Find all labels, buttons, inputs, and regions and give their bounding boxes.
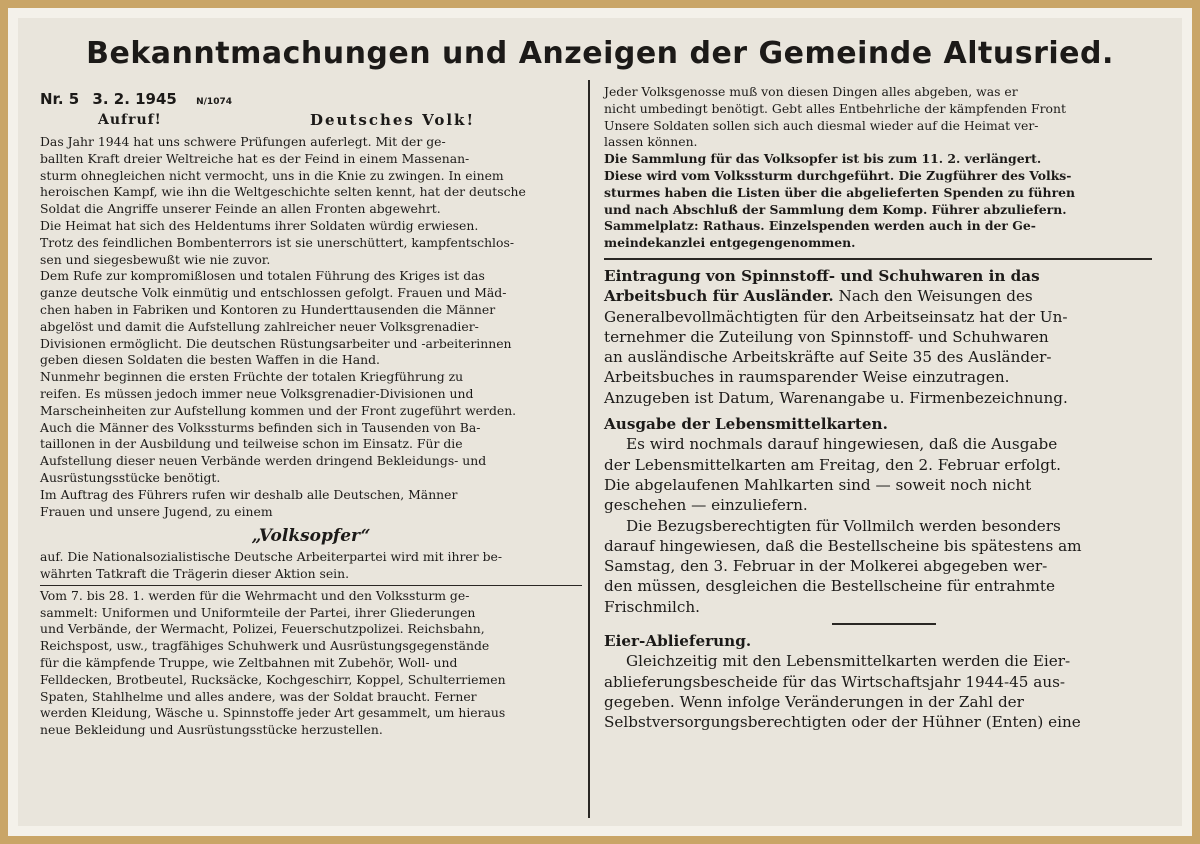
paragraph: Im Auftrag des Führers rufen wir deshalb alle Deutschen, Männer Frauen und unsere Jugend, zu einem	[40, 486, 458, 519]
section-text: Die Bezugsberechtigten für Vollmilch werden besonders darauf hingewiesen, daß die Bestellscheine bis spätestens am Samstag, den 3. Februar in der Molkerei abgegeben wer- den müssen, desgleichen die Bestellscheine für entrahmte Frischmilch.	[604, 516, 1082, 616]
section-text: Nach den Weisungen des Generalbevollmächtigten für den Arbeitseinsatz hat der Un- ternehmer die Zuteilung von Spinnstoff- und Schuhwaren an ausländische Arbeitskräfte auf Seite 35 des Ausländer- Arbeitsbuches in raumsparender Weise einzutragen. Anzugeben ist Datum, Warenangabe u. Firmenbezeichnung.	[604, 287, 1068, 407]
divider	[40, 585, 582, 586]
section-spinnstoff	[604, 266, 1152, 408]
section-title: Ausgabe der Lebensmittelkarten.	[604, 415, 888, 434]
section-text: Es wird nochmals darauf hingewiesen, daß die Ausgabe der Lebensmittelkarten am Freitag, den 2. Februar erfolgt. Die abgelaufenen Mahlkarten sind — soweit noch nicht geschehen — einzuliefern.	[604, 435, 1061, 515]
collection-extension-paragraph: Die Sammlung für das Volksopfer ist bis zum 11. 2. verlängert. Diese wird vom Volkssturm durchgeführt. Die Zugführer des Volks- sturmes haben die Listen über die abgelieferten Spenden zu führen und nach Abschluß der Sammlung dem Komp. Führer abzuliefern.	[604, 151, 1075, 217]
issue-number: Nr. 5	[40, 90, 80, 108]
collection-point-paragraph: Sammelplatz: Rathaus. Einzelspenden werden auch in der Ge- meindekanzlei entgegengenommen.	[604, 218, 1036, 251]
section-title: Eier-Ablieferung.	[604, 632, 752, 651]
paragraph: Die Heimat hat sich des Heldentums ihrer Soldaten würdig erwiesen. Trotz des feindlichen Bombenterrors ist sie unerschüttert, kampfentschlos- sen und siegesbewußt wie nie zuvor.	[40, 217, 515, 267]
section-eier	[604, 631, 1152, 732]
heading-deutsches-volk: Deutsches Volk!	[310, 111, 476, 129]
left-heading-row	[40, 112, 582, 134]
short-divider	[832, 623, 936, 625]
section-text: Gleichzeitig mit den Lebensmittelkarten werden die Eier- ablieferungsbescheide für das Wirtschaftsjahr 1944-45 aus- gegeben. Wenn infolge Veränderungen in der Zahl der Selbstversorgungsberechtigten oder der Hühner (Enten) eine	[604, 652, 1081, 732]
divider	[604, 258, 1152, 260]
issue-line	[40, 90, 232, 108]
left-column	[40, 112, 582, 739]
newspaper-page	[18, 18, 1182, 826]
column-divider	[588, 80, 590, 818]
right-column	[604, 84, 1152, 733]
paragraph: Jeder Volksgenosse muß von diesen Dingen alles abgeben, was er nicht umbedingt benötigt. Gebt alles Entbehrliche der kämpfenden Front Unsere Soldaten sollen sich auch diesmal wieder auf die Heimat ver- lassen können.	[604, 84, 1066, 150]
paragraph: Dem Rufe zur kompromißlosen und totalen Führung des Kriges ist das ganze deutsche Volk einmütig und entschlossen gefolgt. Frauen und Mäd- chen haben in Fabriken und Kontoren zu Hunderttausenden die Männer abgelöst und damit die Aufstellung zahlreicher neuer Volksgrenadier- Divisionen ermöglicht. Die deutschen Rüstungsarbeiter und -arbeiterinnen geben diesen Soldaten die besten Waffen in die Hand.	[40, 268, 512, 368]
paragraph: Das Jahr 1944 hat uns schwere Prüfungen auferlegt. Mit der ge- ballten Kraft dreier Weltreiche hat es der Feind in einem Massenan- sturm ohnegleichen nicht vermocht, uns in die Knie zu zwingen. In einem heroischen Kampf, wie ihn die Weltgeschichte selten kennt, hat der deutsche Soldat die Angriffe unserer Feinde an allen Fronten abgewehrt.	[40, 134, 526, 217]
issue-date: 3. 2. 1945	[92, 90, 177, 108]
photo-frame	[8, 8, 1192, 836]
volksopfer-heading: „Volksopfer“	[251, 526, 371, 547]
section-lebensmittelkarten	[604, 414, 1152, 617]
masthead-title: Bekanntmachungen und Anzeigen der Gemeinde Altusried.	[86, 36, 1114, 71]
paragraph: auf. Die Nationalsozialistische Deutsche Arbeiterpartei wird mit ihrer be- währten Tatkraft die Trägerin dieser Aktion sein.	[40, 549, 503, 581]
section-title: Eintragung von Spinnstoff- und Schuhwaren in das Arbeitsbuch für Ausländer.	[604, 266, 1040, 306]
collection-paragraph: Vom 7. bis 28. 1. werden für die Wehrmacht und den Volkssturm ge- sammelt: Uniformen und Uniformteile der Partei, ihrer Gliederungen und Verbände, der Wermacht, Polizei, Feuerschutzpolizei. Reichsbahn, Reichspost, usw., tragfähiges Schuhwerk und Ausrüstungsgegenstände für die kämpfende Truppe, wie Zeltbahnen mit Zubehör, Woll- und Felldecken, Brotbeutel, Rucksäcke, Kochgeschirr, Koppel, Schulterriemen Spaten, Stahlhelme und alles andere, was der Soldat braucht. Ferner werden Kleidung, Wäsche u. Spinnstoffe jeder Art gesammelt, um hieraus neue Bekleidung und Ausrüstungsstücke herzustellen.	[40, 587, 506, 738]
issue-code: N/1074	[196, 97, 232, 107]
heading-aufruf: Aufruf!	[98, 112, 162, 128]
paragraph: Nunmehr beginnen die ersten Früchte der totalen Kriegführung zu reifen. Es müssen jedoch immer neue Volksgrenadier-Divisionen und Marscheinheiten zur Aufstellung kommen und der Front zugeführt werden. Auch die Männer des Volkssturms befinden sich in Tausenden von Ba- taillonen in der Ausbildung und teilweise schon im Einsatz. Für die Aufstellung dieser neuen Verbände werden dringend Bekleidungs- und Ausrüstungsstücke benötigt.	[40, 369, 517, 485]
